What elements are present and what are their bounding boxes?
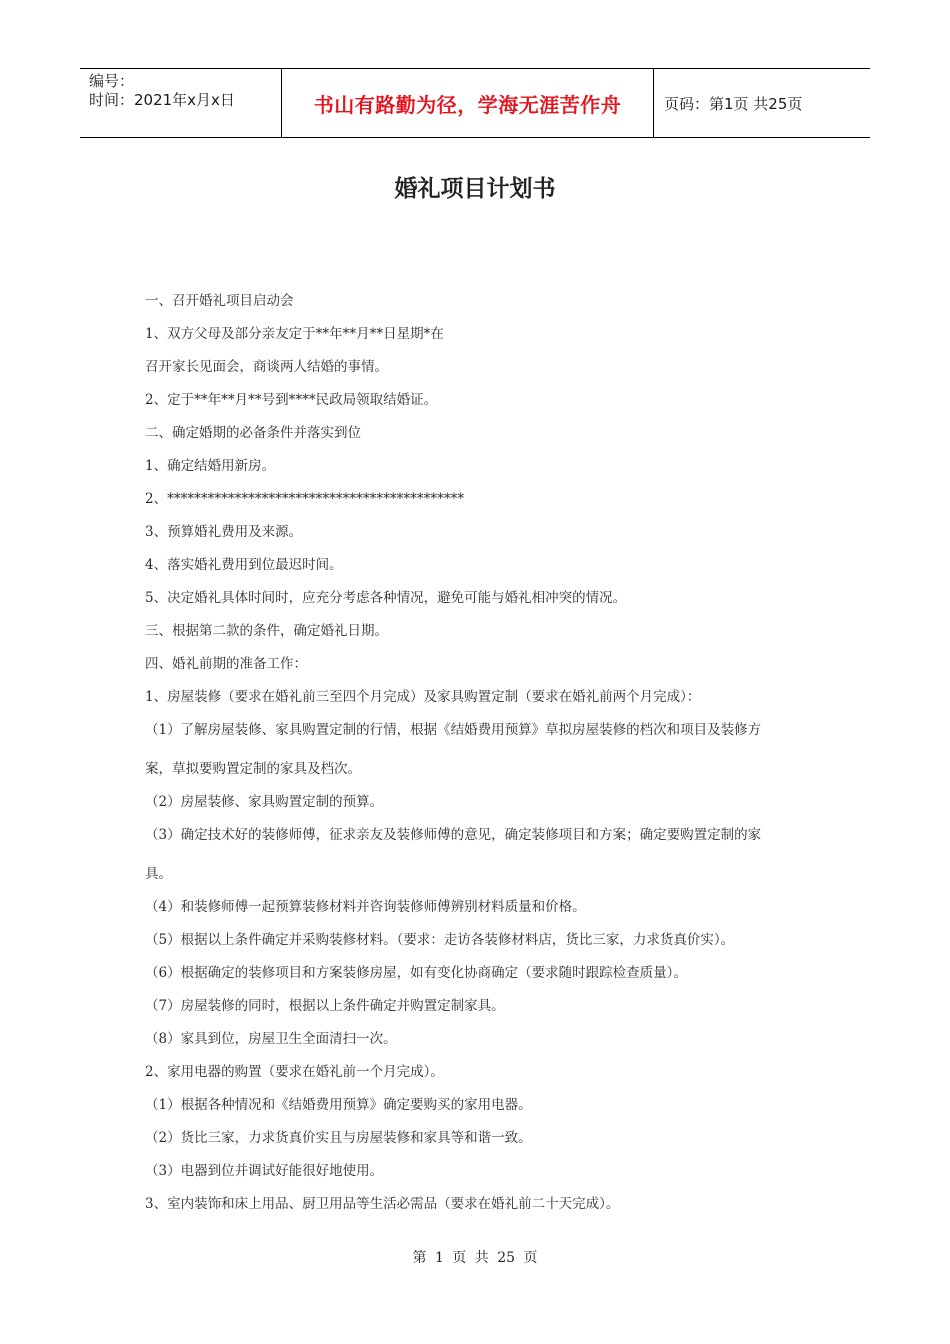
body-line: （1）了解房屋装修、家具购置定制的行情，根据《结婚费用预算》草拟房屋装修的档次和项目及装修方 xyxy=(145,722,762,738)
body-line: 具。 xyxy=(145,866,172,882)
body-line: （1）根据各种情况和《结婚费用预算》确定要购买的家用电器。 xyxy=(145,1097,532,1113)
body-line: 2、定于**年**月**号到****民政局领取结婚证。 xyxy=(145,392,438,408)
page-footer: 第 1 页 共 25 页 xyxy=(412,1250,538,1266)
body-line: （8）家具到位，房屋卫生全面清扫一次。 xyxy=(145,1031,397,1047)
body-line: 1、确定结婚用新房。 xyxy=(145,458,276,474)
body-line: 案，草拟要购置定制的家具及档次。 xyxy=(145,761,361,777)
header-motto: 书山有路勤为径，学海无涯苦作舟 xyxy=(282,69,654,137)
body-line: （6）根据确定的装修项目和方案装修房屋，如有变化协商确定（要求随时跟踪检查质量）。 xyxy=(145,965,687,981)
body-line: 二、确定婚期的必备条件并落实到位 xyxy=(145,425,361,441)
body-line: 5、决定婚礼具体时间时，应充分考虑各种情况，避免可能与婚礼相冲突的情况。 xyxy=(145,590,627,606)
body-line: 2、******************************************** xyxy=(145,491,465,507)
body-line: 召开家长见面会，商谈两人结婚的事情。 xyxy=(145,359,388,375)
document-body xyxy=(145,290,810,1226)
body-line: 四、婚礼前期的准备工作： xyxy=(145,656,307,672)
body-line: （4）和装修师傅一起预算装修材料并咨询装修师傅辨别材料质量和价格。 xyxy=(145,899,586,915)
document-title: 婚礼项目计划书 xyxy=(394,176,556,202)
body-line: 1、房屋装修（要求在婚礼前三至四个月完成）及家具购置定制（要求在婚礼前两个月完成）： xyxy=(145,689,701,705)
body-line: （3）确定技术好的装修师傅，征求亲友及装修师傅的意见，确定装修项目和方案；确定要购置定制的家 xyxy=(145,827,762,843)
body-line: 3、预算婚礼费用及来源。 xyxy=(145,524,303,540)
body-line: （2）货比三家，力求货真价实且与房屋装修和家具等和谐一致。 xyxy=(145,1130,532,1146)
header-page-info: 页码：第1页 共25页 xyxy=(664,94,803,113)
body-line: （5）根据以上条件确定并采购装修材料。（要求：走访各装修材料店，货比三家，力求货真价实）。 xyxy=(145,932,735,948)
document-time-label: 时间：2021年x月x日 xyxy=(89,91,235,109)
body-line: 3、室内装饰和床上用品、厨卫用品等生活必需品（要求在婚礼前二十天完成）。 xyxy=(145,1196,620,1212)
body-line: （7）房屋装修的同时，根据以上条件确定并购置定制家具。 xyxy=(145,998,505,1014)
document-header xyxy=(80,68,870,138)
body-line: 三、根据第二款的条件，确定婚礼日期。 xyxy=(145,623,388,639)
body-line: （3）电器到位并调试好能很好地使用。 xyxy=(145,1163,384,1179)
body-line: 2、家用电器的购置（要求在婚礼前一个月完成）。 xyxy=(145,1064,444,1080)
document-number-label: 编号： xyxy=(89,72,135,90)
body-line: 1、双方父母及部分亲友定于**年**月**日星期*在 xyxy=(145,326,444,342)
header-left-cell xyxy=(80,69,282,137)
body-line: 4、落实婚礼费用到位最迟时间。 xyxy=(145,557,343,573)
body-line: （2）房屋装修、家具购置定制的预算。 xyxy=(145,794,384,810)
body-line: 一、召开婚礼项目启动会 xyxy=(145,293,294,309)
